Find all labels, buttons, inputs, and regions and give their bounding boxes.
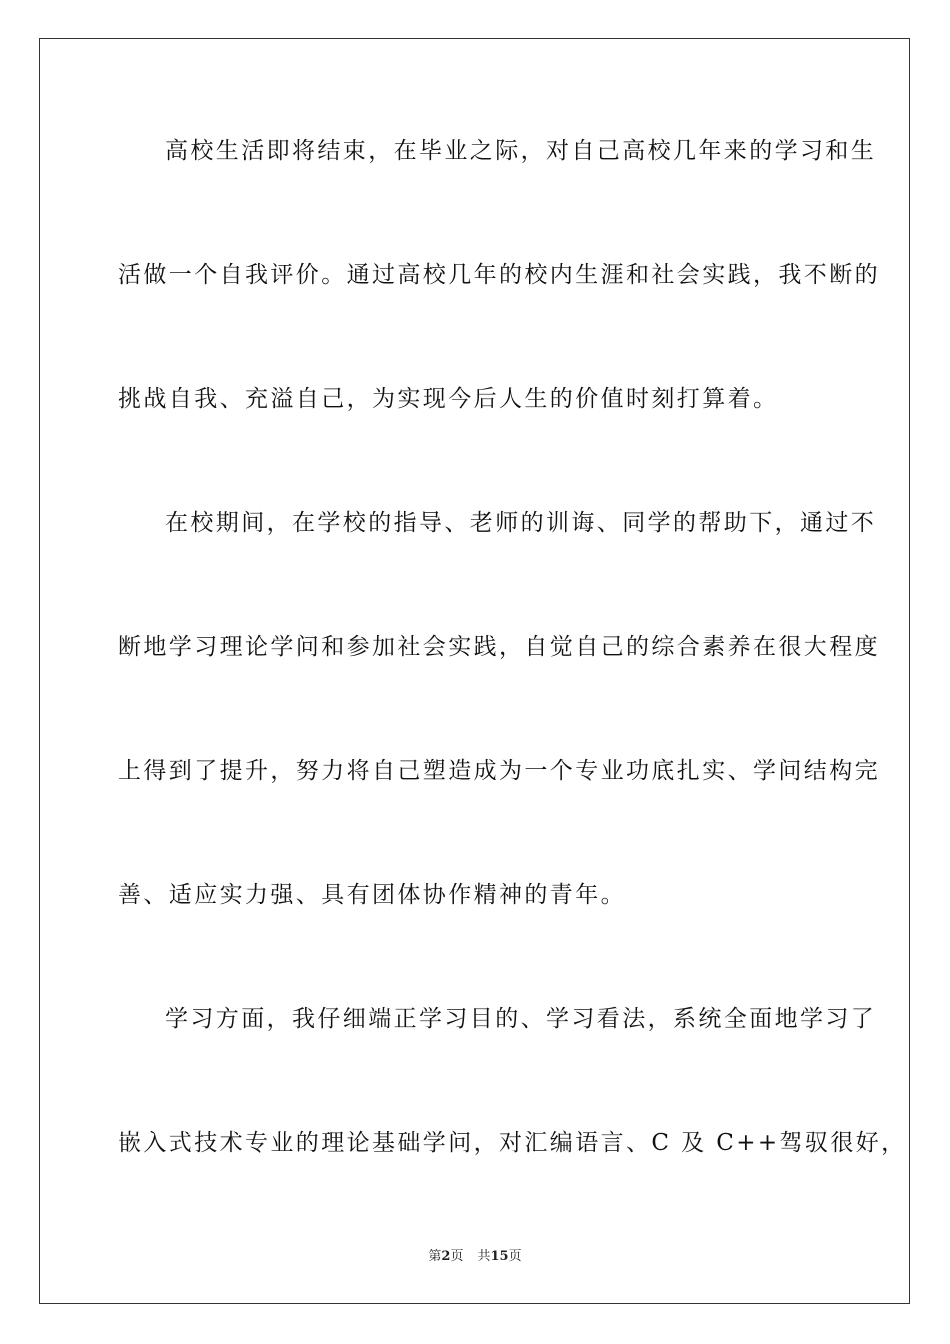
page-border xyxy=(39,38,910,1304)
paragraph-3-line-1: 学习方面，我仔细端正学习目的、学习看法，系统全面地学习了 xyxy=(165,1006,877,1032)
paragraph-1-line-2: 活做一个自我评价。通过高校几年的校内生涯和社会实践，我不断的 xyxy=(118,262,880,288)
paragraph-2-line-1: 在校期间，在学校的指导、老师的训诲、同学的帮助下，通过不 xyxy=(165,510,877,536)
paragraph-2-line-3: 上得到了提升，努力将自己塑造成为一个专业功底扎实、学问结构完 xyxy=(118,758,880,784)
paragraph-2-line-4: 善、适应实力强、具有团体协作精神的青年。 xyxy=(118,882,626,908)
total-prefix: 共 xyxy=(477,1249,491,1264)
page-prefix: 第 xyxy=(428,1249,442,1264)
page-suffix: 页 xyxy=(450,1249,464,1264)
page-footer xyxy=(0,1248,950,1266)
paragraph-3-line-2: 嵌入式技术专业的理论基础学问，对汇编语言、C 及 C++驾驭很好， xyxy=(118,1130,907,1156)
paragraph-2-line-2: 断地学习理论学问和参加社会实践，自觉自己的综合素养在很大程度 xyxy=(118,634,880,660)
total-pages: 15 xyxy=(490,1249,509,1264)
total-suffix: 页 xyxy=(508,1249,522,1264)
paragraph-1-line-1: 高校生活即将结束，在毕业之际，对自己高校几年来的学习和生 xyxy=(165,138,877,164)
paragraph-1-line-3: 挑战自我、充溢自己，为实现今后人生的价值时刻打算着。 xyxy=(118,386,779,412)
page-number: 2 xyxy=(441,1249,451,1264)
